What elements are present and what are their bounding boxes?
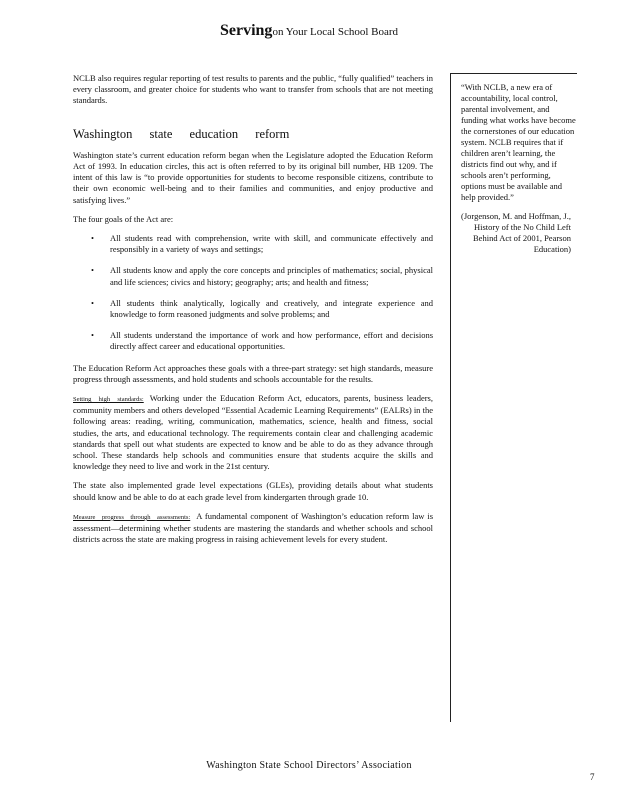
standards-heading: Setting high standards:: [73, 396, 144, 404]
goal-text: All students think analytically, logically and creatively, and integrate experience and knowledge to form reasoned judgments and solve problems; and: [110, 297, 433, 320]
page-header: [0, 22, 618, 40]
sidebar-citation: (Jorgenson, M. and Hoffman, J., History of the No Child Left Behind Act of 2001, Pearson Education): [461, 211, 571, 254]
goal-item: [73, 298, 433, 320]
bullet-icon: •: [91, 265, 94, 276]
goal-text: All students understand the importance of work and how performance, effort and decisions directly affect career and educational opportunities.: [110, 330, 433, 352]
section-title: Washington state education reform: [73, 126, 290, 141]
goal-text: All students know and apply the core concepts and principles of mathematics; social, physical and life sciences; civics and history; geography; arts; and health and fitness;: [110, 265, 433, 287]
sidebar-quote: “With NCLB, a new era of accountability, local control, parental involvement, and funding what works have become the cornerstones of our education system. NCLB requires that if children aren’t learning, the districts find out why, and if schools aren’t performing, options must be available and help provided.”: [461, 82, 576, 202]
standards-paragraph: [73, 393, 433, 472]
reform-paragraph: Washington state’s current education reform began when the Legislature adopted the Education Reform Act of 1993. In education circles, this act is often referred to by its original bill number, HB 1209. The intent of this law is “to provide opportunities for students to become responsible citizens, contribute to their own economic well-being and to their families and communities, and enjoy productive and satisfying lives.”: [73, 149, 433, 205]
goal-text: All students read with comprehension, write with skill, and communicate effectively and responsibly in a variety of ways and settings;: [110, 233, 433, 255]
goals-intro: The four goals of the Act are:: [73, 213, 174, 224]
assessment-text: A fundamental component of Washington’s education reform law is assessment—determining whether students are mastering the standards and whether schools and school districts across the state are making progress in raising achievement levels for every student.: [73, 510, 434, 545]
footer-organization: Washington State School Directors’ Association: [206, 760, 412, 771]
goals-list: [73, 233, 433, 353]
assessment-paragraph: [73, 511, 433, 546]
standards-text: Working under the Education Reform Act, educators, parents, business leaders, community members and others developed “Essential Academic Learning Requirements” (EALRs) in the following areas: reading, writing, communication, mathematics, science, health and fitness, social studies, the arts, and educational technology. The requirements contain clear and challenging academic standards that spell out what students are expected to know and be able to do as they advance through school. These standards help schools and communities ensure that students acquire the skills and knowledge they need to live and work in the 21st century.: [73, 393, 433, 472]
goal-item: [73, 265, 433, 287]
bullet-icon: •: [91, 297, 94, 308]
goal-item: [73, 330, 433, 352]
main-column: [73, 73, 433, 554]
strategy-paragraph: The Education Reform Act approaches these goals with a three-part strategy: set high standards, measure progress through assessments, and hold students and schools accountable for the results.: [73, 362, 433, 384]
header-title-rest: on Your Local School Board: [272, 26, 399, 38]
assessment-heading: Measure progress through assessments:: [73, 513, 191, 521]
bullet-icon: •: [91, 233, 94, 244]
sidebar-quote-box: [450, 73, 577, 722]
bullet-icon: •: [91, 330, 94, 341]
header-title-big: Serving: [219, 22, 273, 39]
page-number: 7: [590, 772, 595, 782]
intro-paragraph: NCLB also requires regular reporting of test results to parents and the public, “fully qualified” teachers in every classroom, and greater choice for students who want to transfer from schools that are not meeting standards.: [73, 73, 433, 106]
gle-paragraph: The state also implemented grade level expectations (GLEs), providing details about what students should know and be able to do at each grade level from kindergarten through grade 10.: [73, 480, 433, 502]
goal-item: [73, 233, 433, 255]
